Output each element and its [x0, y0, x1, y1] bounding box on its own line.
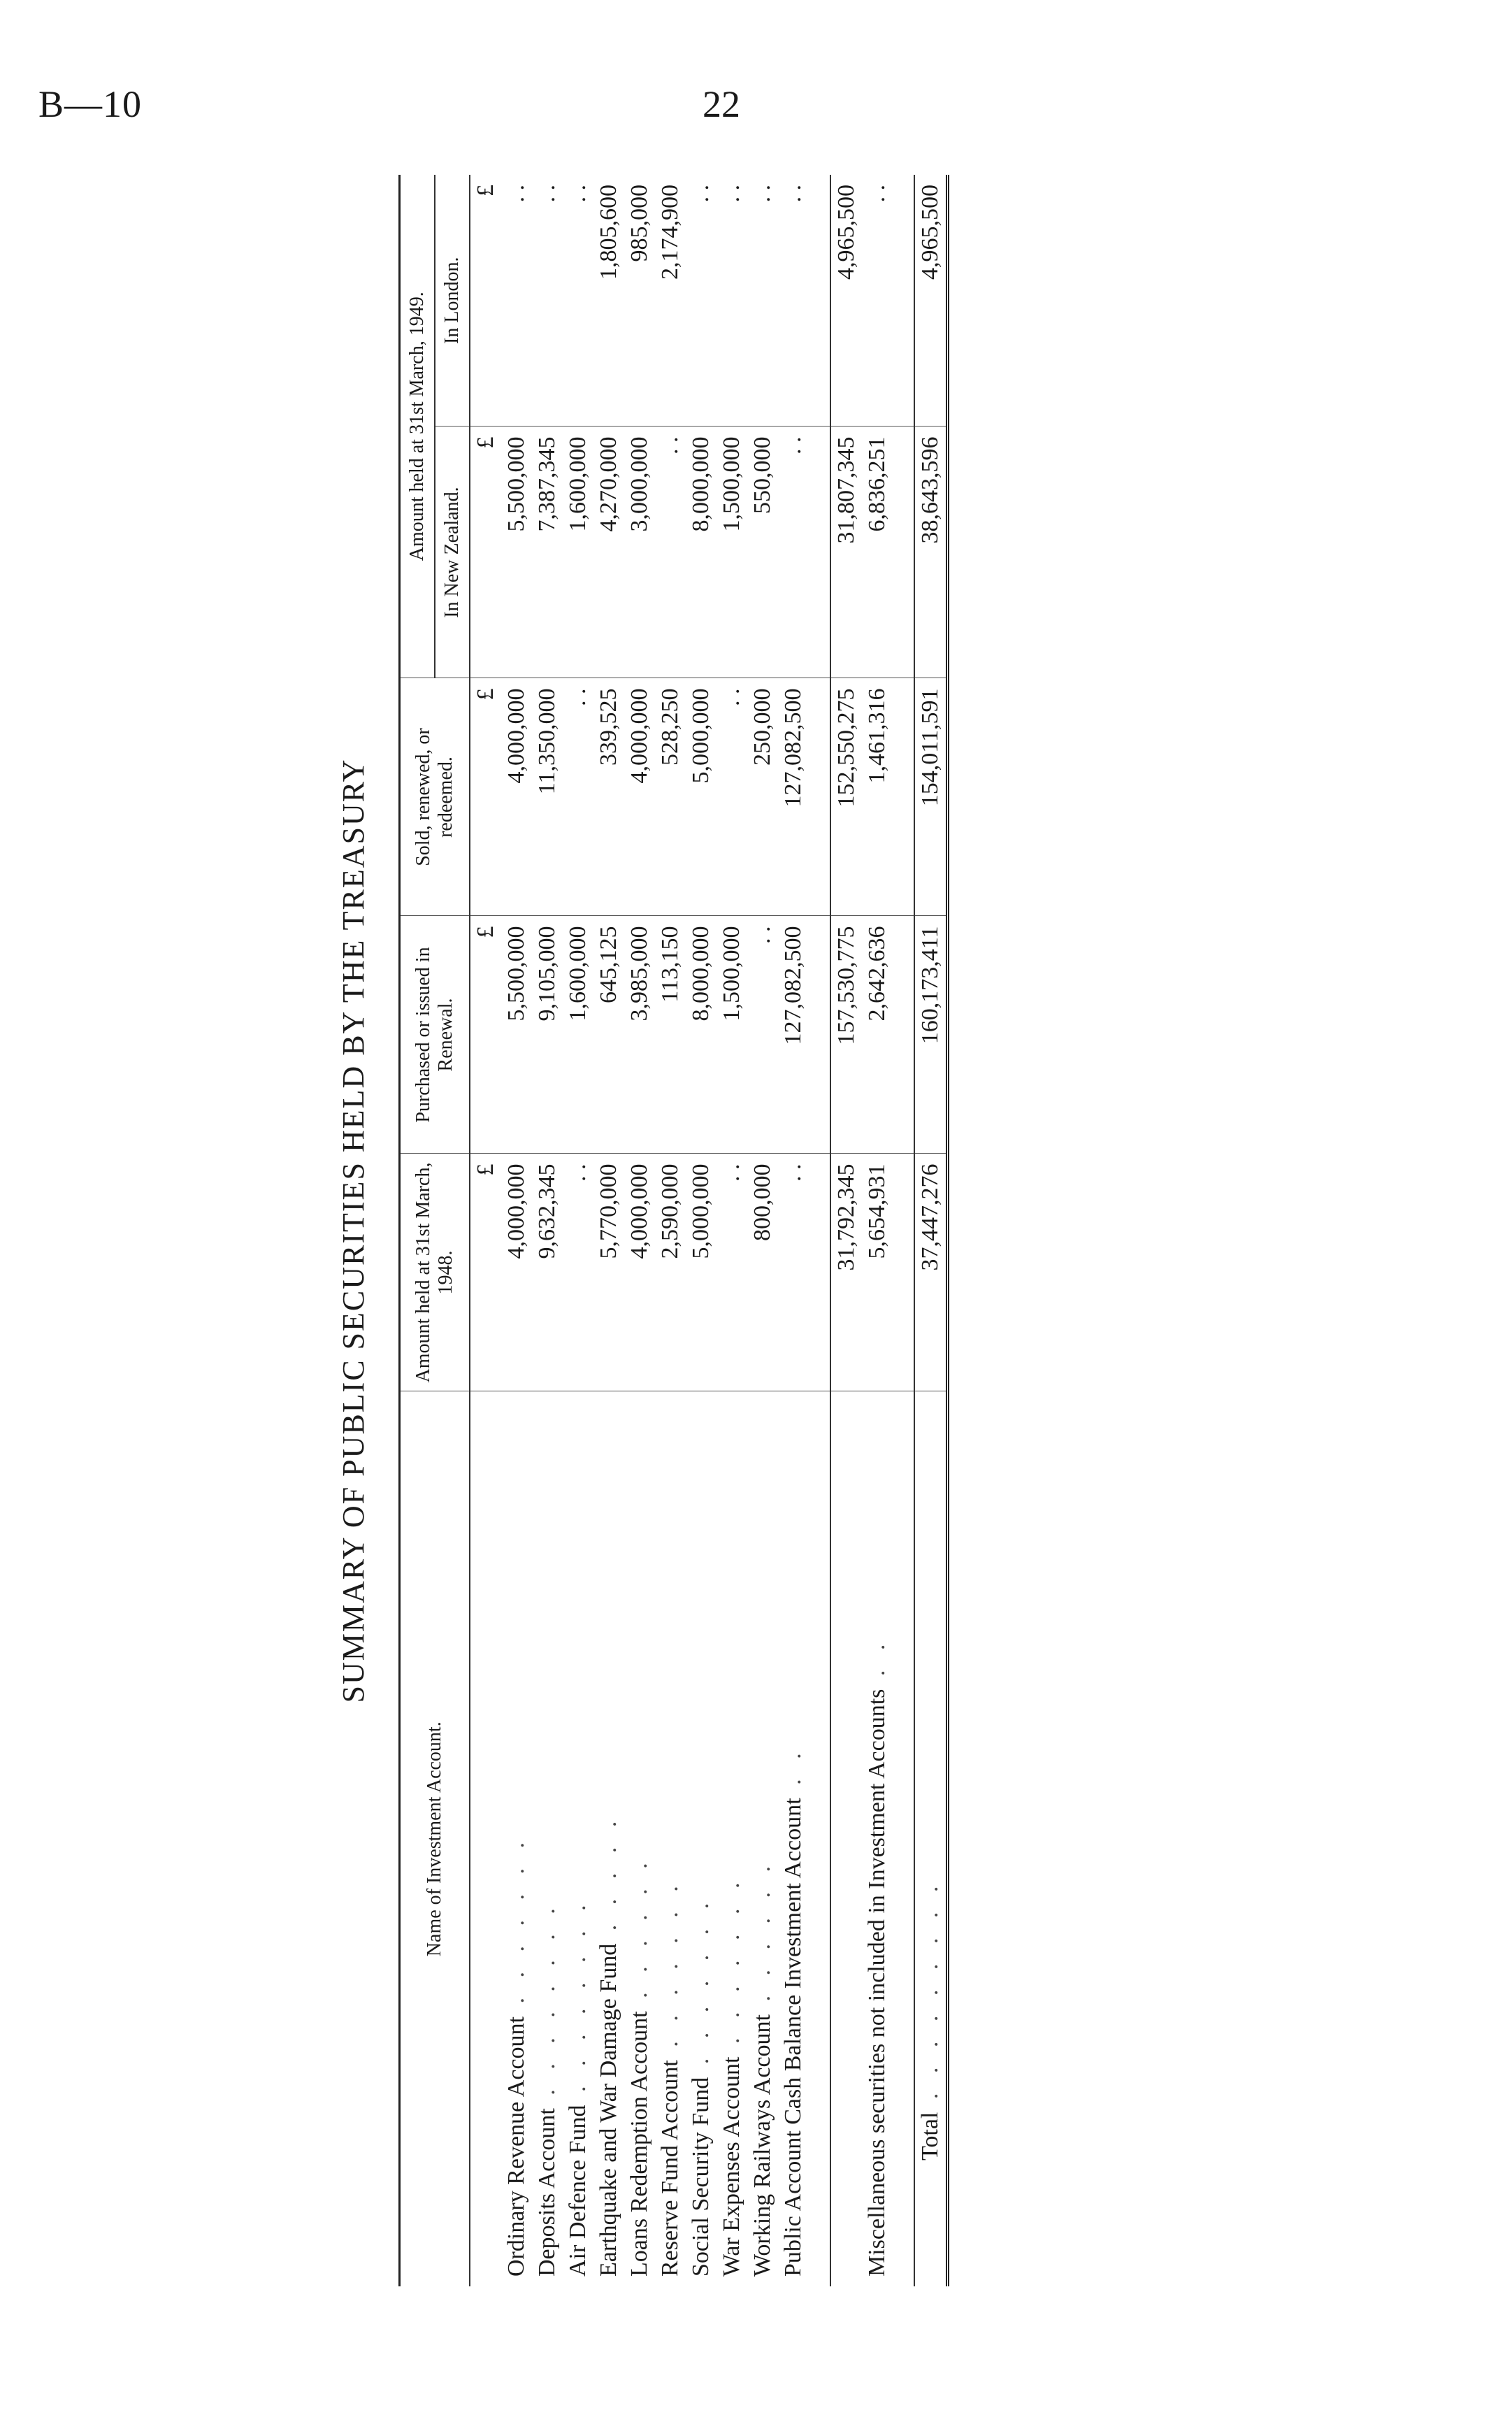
col-header-name: Name of Investment Account. [400, 1391, 470, 2286]
purchased-cell: 2,642,636 [862, 916, 893, 1154]
held-1948-cell: 4,000,000 [624, 1154, 655, 1391]
purchased-cell: 9,105,000 [532, 916, 563, 1154]
currency-symbol: £ [470, 1154, 501, 1391]
sold-cell: 4,000,000 [624, 678, 655, 916]
misc-row [862, 175, 893, 2286]
sold-cell: 1,461,316 [862, 678, 893, 916]
nz-cell: 1,500,000 [717, 427, 747, 678]
securities-table [398, 175, 949, 2286]
currency-symbol: £ [470, 916, 501, 1154]
table-row [686, 175, 717, 2286]
account-name: Reserve Fund Account . . . . . . . [657, 1879, 684, 2277]
london-cell: . . [563, 175, 593, 427]
table-row [717, 175, 747, 2286]
rotated-table-block [336, 175, 1090, 2286]
table-row [655, 175, 686, 2286]
account-name: Working Railways Account . . . . . . [749, 1859, 776, 2277]
purchased-cell: 8,000,000 [686, 916, 717, 1154]
sold-cell: 339,525 [593, 678, 624, 916]
col-header-sold: Sold, renewed, or redeemed. [400, 678, 470, 916]
table-row [593, 175, 624, 2286]
held-1948-cell: 5,770,000 [593, 1154, 624, 1391]
currency-symbol: £ [470, 678, 501, 916]
page-number: 22 [703, 83, 740, 125]
held-1948-cell: . . [717, 1154, 747, 1391]
purchased-cell: 1,500,000 [717, 916, 747, 1154]
account-name: Miscellaneous securities not included in Investment Accounts . . [864, 1637, 891, 2277]
col-header-purchased: Purchased or issued in Renewal. [400, 916, 470, 1154]
nz-cell: . . [655, 427, 686, 678]
account-name: Total . . . . . . . . . [914, 1391, 948, 2286]
table-row [624, 175, 655, 2286]
col-header-new-zealand: In New Zealand. [435, 427, 470, 678]
purchased-cell: 157,530,775 [830, 916, 862, 1154]
sold-cell: 250,000 [747, 678, 778, 916]
nz-cell: 5,500,000 [501, 427, 532, 678]
london-cell: 1,805,600 [593, 175, 624, 427]
sold-cell: 152,550,275 [830, 678, 862, 916]
held-1948-cell: 31,792,345 [830, 1154, 862, 1391]
held-1948-cell: . . [778, 1154, 809, 1391]
held-1948-cell: . . [563, 1154, 593, 1391]
london-cell: . . [862, 175, 893, 427]
london-cell: . . [747, 175, 778, 427]
table-row [563, 175, 593, 2286]
purchased-cell: 5,500,000 [501, 916, 532, 1154]
table-row [501, 175, 532, 2286]
purchased-cell: . . [747, 916, 778, 1154]
london-cell: 2,174,900 [655, 175, 686, 427]
subtotal-row [830, 175, 862, 2286]
table-row [778, 175, 809, 2286]
sold-cell: 5,000,000 [686, 678, 717, 916]
table-row [747, 175, 778, 2286]
london-cell: . . [686, 175, 717, 427]
purchased-cell: 645,125 [593, 916, 624, 1154]
nz-cell: 7,387,345 [532, 427, 563, 678]
nz-cell: . . [778, 427, 809, 678]
sold-cell: 4,000,000 [501, 678, 532, 916]
nz-cell: 31,807,345 [830, 427, 862, 678]
currency-row [470, 175, 501, 2286]
account-name: Deposits Account . . . . . . . . [534, 1901, 561, 2277]
account-name: Ordinary Revenue Account . . . . . . . [503, 1835, 530, 2277]
account-name: Public Account Cash Balance Investment Account . . [780, 1746, 807, 2277]
purchased-cell: 1,600,000 [563, 916, 593, 1154]
nz-cell: 38,643,596 [914, 427, 948, 678]
london-cell: . . [778, 175, 809, 427]
sold-cell: . . [563, 678, 593, 916]
purchased-cell: 113,150 [655, 916, 686, 1154]
account-name: Air Defence Fund . . . . . . . . [565, 1898, 591, 2277]
held-1948-cell: 5,654,931 [862, 1154, 893, 1391]
col-header-held-1948: Amount held at 31st March, 1948. [400, 1154, 470, 1391]
account-name: Social Security Fund . . . . . . . [688, 1896, 714, 2277]
nz-cell: 3,000,000 [624, 427, 655, 678]
sold-cell: . . [717, 678, 747, 916]
held-1948-cell: 800,000 [747, 1154, 778, 1391]
currency-symbol: £ [470, 175, 501, 427]
col-header-london: In London. [435, 175, 470, 427]
nz-cell: 1,600,000 [563, 427, 593, 678]
london-cell: . . [501, 175, 532, 427]
sold-cell: 154,011,591 [914, 678, 948, 916]
held-1948-cell: 5,000,000 [686, 1154, 717, 1391]
held-1948-cell: 2,590,000 [655, 1154, 686, 1391]
purchased-cell: 127,082,500 [778, 916, 809, 1154]
nz-cell: 550,000 [747, 427, 778, 678]
account-name: War Expenses Account . . . . . . . [719, 1875, 745, 2277]
purchased-cell: 160,173,411 [914, 916, 948, 1154]
account-name: Loans Redemption Account . . . . . . [626, 1856, 653, 2277]
nz-cell: 4,270,000 [593, 427, 624, 678]
table-title: SUMMARY OF PUBLIC SECURITIES HELD BY THE TREASURY [336, 758, 370, 1703]
held-1948-cell: 37,447,276 [914, 1154, 948, 1391]
nz-cell: 8,000,000 [686, 427, 717, 678]
london-cell: 985,000 [624, 175, 655, 427]
account-name: Earthquake and War Damage Fund . . . . . [596, 1814, 622, 2277]
page-reference: B—10 [38, 83, 143, 125]
purchased-cell: 3,985,000 [624, 916, 655, 1154]
held-1948-cell: 4,000,000 [501, 1154, 532, 1391]
sold-cell: 528,250 [655, 678, 686, 916]
col-header-held-1949: Amount held at 31st March, 1949. [400, 175, 435, 678]
table-row [532, 175, 563, 2286]
london-cell: 4,965,500 [830, 175, 862, 427]
nz-cell: 6,836,251 [862, 427, 893, 678]
london-cell: . . [717, 175, 747, 427]
total-row [914, 175, 948, 2286]
london-cell: 4,965,500 [914, 175, 948, 427]
held-1948-cell: 9,632,345 [532, 1154, 563, 1391]
sold-cell: 11,350,000 [532, 678, 563, 916]
london-cell: . . [532, 175, 563, 427]
sold-cell: 127,082,500 [778, 678, 809, 916]
currency-symbol: £ [470, 427, 501, 678]
